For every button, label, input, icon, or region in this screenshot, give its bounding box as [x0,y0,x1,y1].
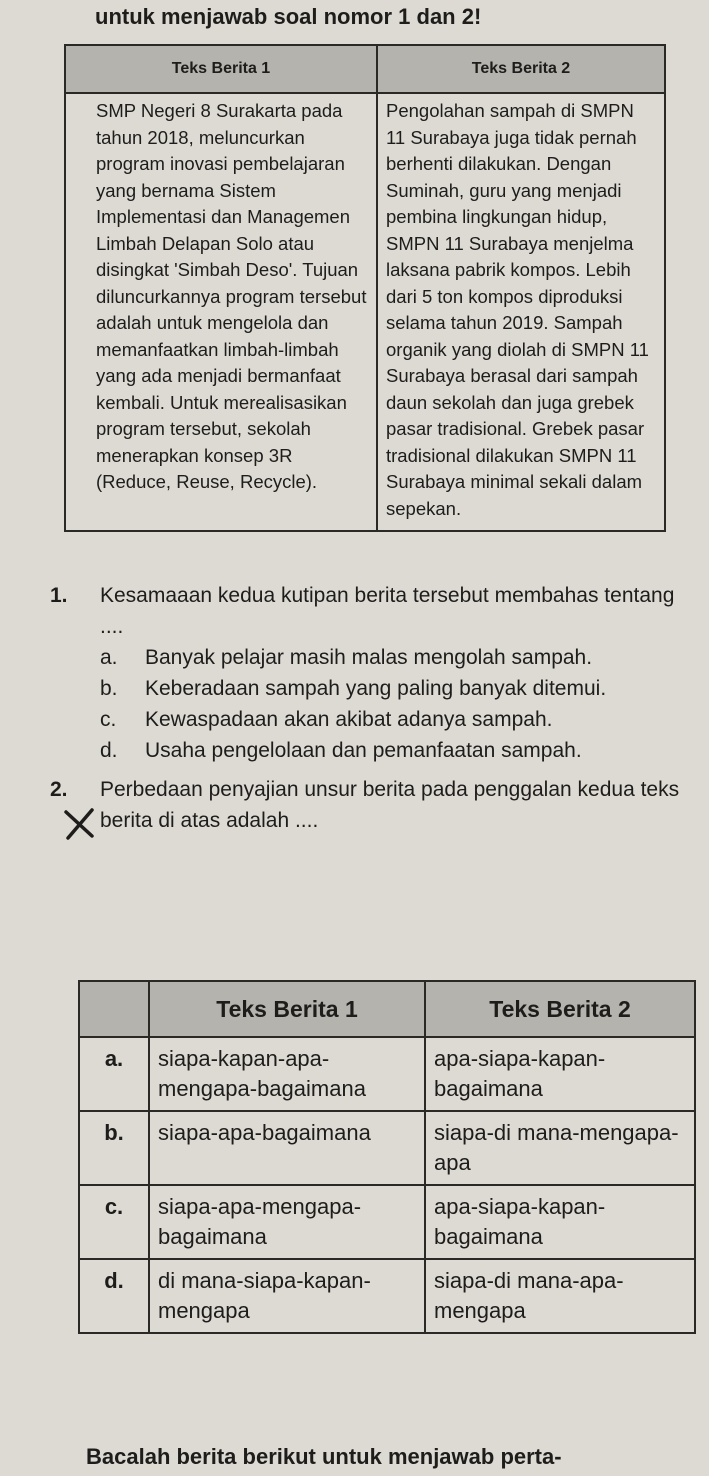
question-2 [50,774,700,836]
answer-letter: a. [79,1037,149,1111]
news-comparison-table [64,44,666,532]
answer-letter: c. [79,1185,149,1259]
answer-options-table [78,980,696,1334]
option-text: Keberadaan sampah yang paling banyak ditemui. [145,677,607,700]
question-text: Kesamaaan kedua kutipan berita tersebut membahas tentang .... [100,584,675,638]
news-text-2: Pengolahan sampah di SMPN 11 Surabaya juga tidak pernah berhenti dilakukan. Dengan Suminah, guru yang menjadi pembina lingkungan hidup, SMPN 11 Surabaya menjelma laksana pabrik kompos. Lebih dari 5 ton kompos diproduksi selama tahun 2019. Sampah organik yang diolah di SMPN 11 Surabaya berasal dari sampah daun sekolah dan juga grebek pasar tradisional. Grebek pasar tradisional dilakukan SMPN 11 Surabaya minimal sekali dalam sepekan. [377,93,665,531]
answer-col1: siapa-apa-mengapa-bagaimana [149,1185,425,1259]
option-letter: b. [100,677,118,700]
answer-col2: apa-siapa-kapan-bagaimana [425,1037,695,1111]
question-1 [50,580,700,642]
option-text: Usaha pengelolaan dan pemanfaatan sampah. [145,739,582,762]
news-table-header-1: Teks Berita 1 [65,45,377,93]
answer-letter: b. [79,1111,149,1185]
option-letter: a. [100,646,118,669]
option-letter: d. [100,739,118,762]
answer-col1: siapa-apa-bagaimana [149,1111,425,1185]
option-text: Banyak pelajar masih malas mengolah sampah. [145,646,593,669]
option-d[interactable] [100,735,700,766]
next-instruction: Bacalah berita berikut untuk menjawab perta- [86,1444,562,1469]
answer-col2: siapa-di mana-mengapa-apa [425,1111,695,1185]
answer-table-header-1: Teks Berita 1 [149,981,425,1037]
answer-col1: siapa-kapan-apa-mengapa-bagaimana [149,1037,425,1111]
answer-table-corner [79,981,149,1037]
instruction-line: untuk menjawab soal nomor 1 dan 2! [95,4,482,29]
option-c[interactable] [100,704,700,735]
answer-row-d[interactable] [79,1259,695,1333]
questions [50,580,700,836]
answer-table-header-2: Teks Berita 2 [425,981,695,1037]
answer-col1: di mana-siapa-kapan-mengapa [149,1259,425,1333]
news-text-1: SMP Negeri 8 Surakarta pada tahun 2018, meluncurkan program inovasi pembelajaran yang bernama Sistem Implementasi dan Managemen Limbah Delapan Solo atau disingkat 'Simbah Deso'. Tujuan diluncurkannya program tersebut adalah untuk mengelola dan memanfaatkan limbah-limbah yang ada menjadi bermanfaat kembali. Untuk merealisasikan program tersebut, sekolah menerapkan konsep 3R (Reduce, Reuse, Recycle). [65,93,377,531]
answer-row-c[interactable] [79,1185,695,1259]
question-number: 2. [50,778,68,801]
answer-col2: siapa-di mana-apa-mengapa [425,1259,695,1333]
news-table-header-2: Teks Berita 2 [377,45,665,93]
question-text: Perbedaan penyajian unsur berita pada penggalan kedua teks berita di atas adalah .... [100,778,680,832]
option-b[interactable] [100,673,700,704]
answer-letter: d. [79,1259,149,1333]
answer-row-b[interactable] [79,1111,695,1185]
answer-row-a[interactable] [79,1037,695,1111]
question-number: 1. [50,584,68,607]
option-a[interactable] [100,642,700,673]
option-text: Kewaspadaan akan akibat adanya sampah. [145,708,553,731]
answer-col2: apa-siapa-kapan-bagaimana [425,1185,695,1259]
answer-cross-mark-icon [62,806,96,840]
option-letter: c. [100,708,117,731]
